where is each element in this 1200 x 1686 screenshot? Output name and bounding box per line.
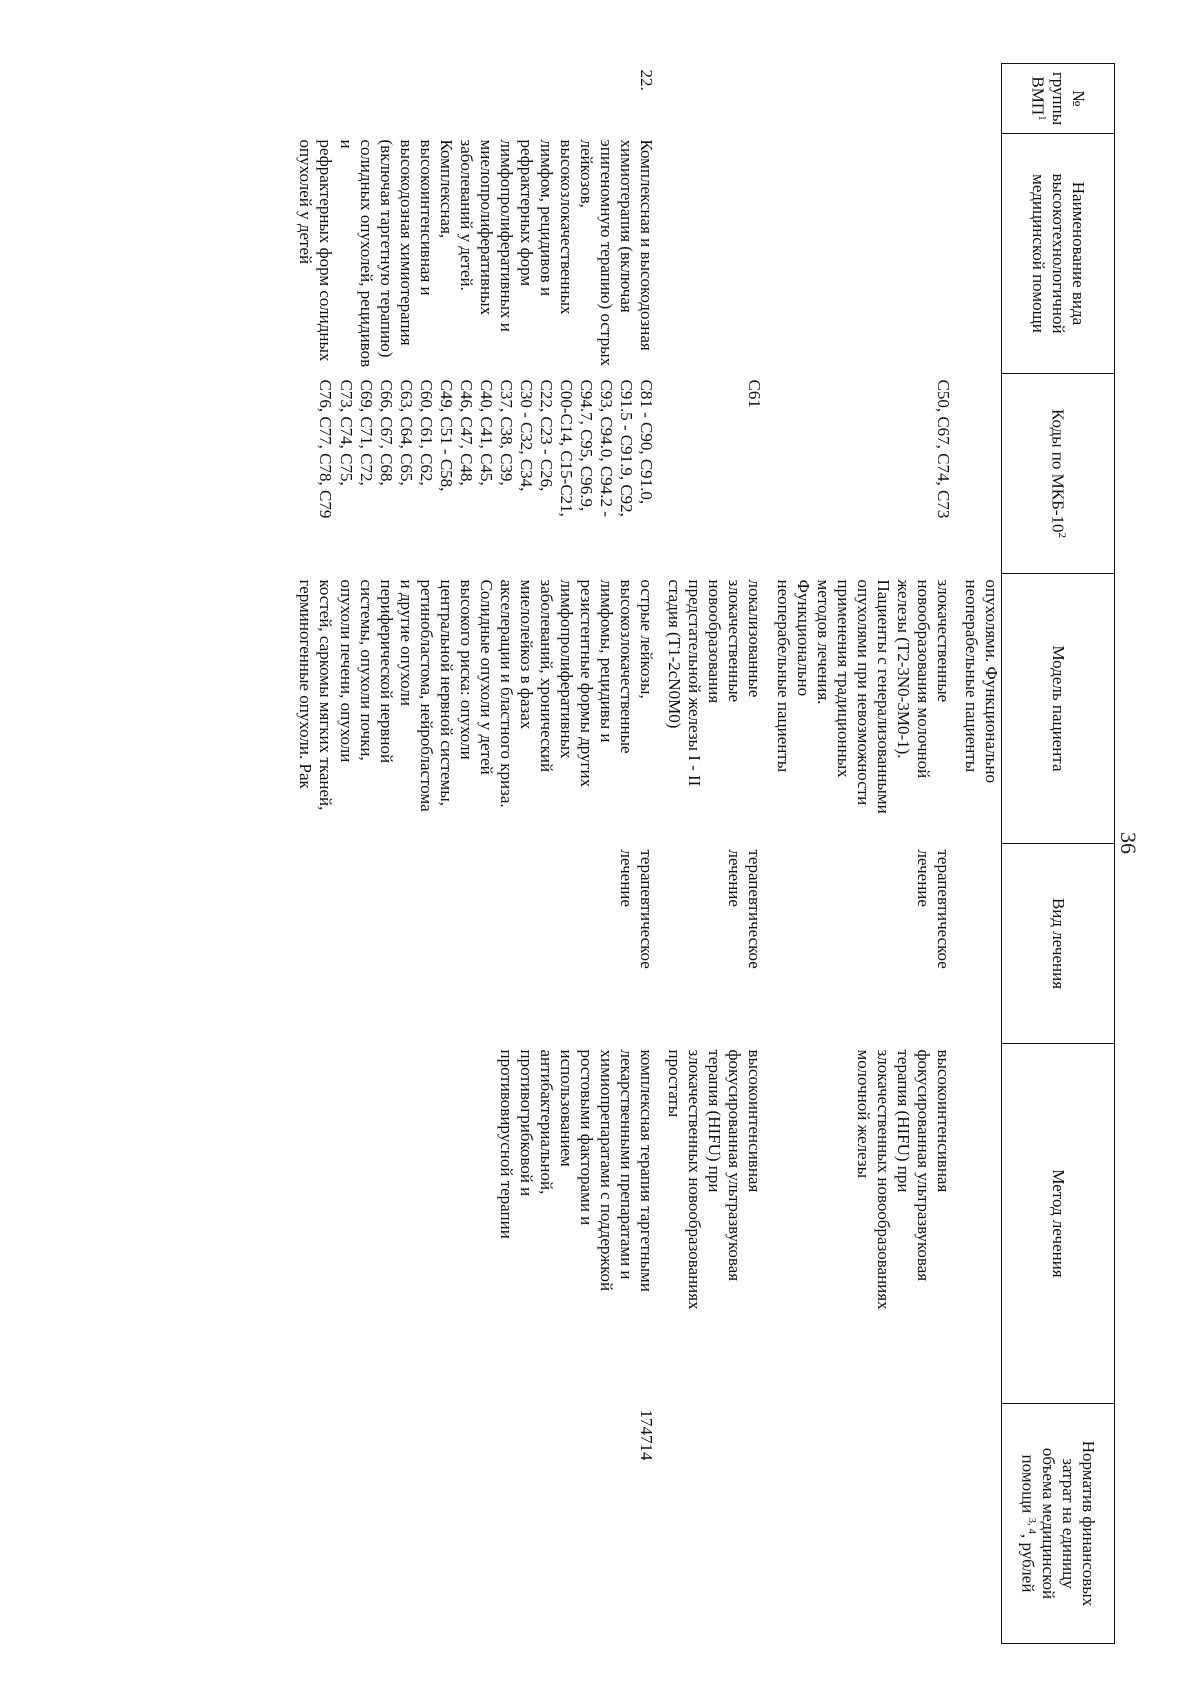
cell-text-line: лимфопролиферативных и <box>496 139 516 332</box>
cell-text-line: ретинобластома, нейробластома <box>416 579 436 812</box>
cell-text-line: химиотерапия (включая <box>617 139 637 313</box>
cell-text-line: лечение <box>725 849 745 907</box>
vmp-name-cell <box>768 134 956 374</box>
vmp-name-cell <box>291 134 660 374</box>
treatment-method-cell <box>660 1044 768 1404</box>
cell-text-line: лейкозов, <box>577 139 597 208</box>
icd-codes-cell <box>660 374 768 574</box>
cell-text-line: C81 - C90, C91.0, <box>637 379 657 505</box>
cell-text-line: фокусированная ультразвуковая <box>725 1049 745 1282</box>
cell-text-line: стадия (T1-2cN0M0) <box>665 579 685 729</box>
cell-text-line: миелопролиферативных <box>476 139 496 316</box>
cell-text-line: злокачественных новообразованиях <box>873 1049 893 1310</box>
cell-text-line: терапевтическое <box>933 849 953 969</box>
table-row <box>660 64 768 1644</box>
cell-text-line: высокоинтенсивная и <box>416 139 436 296</box>
cell-text-line: опухолями при невозможности <box>853 579 873 806</box>
cell-text-line: эпигеномную терапию) острых <box>597 139 617 366</box>
cost-standard-cell: 174714 <box>637 1409 657 1461</box>
cell-text-line: C37, C38, C39, <box>496 379 516 486</box>
cell-text-line: рефрактерных форм <box>516 139 536 287</box>
header-row <box>1002 64 1115 1644</box>
cell-text-line: C76, C77, C78, C79 <box>316 379 336 519</box>
header-type: Вид лечения <box>1002 844 1115 1044</box>
cost-standard-cell <box>768 1404 956 1644</box>
cell-text-line: химиопрепаратами с поддержкой <box>597 1049 617 1292</box>
cell-text-line: новообразования молочной <box>913 579 933 779</box>
cell-text-line: заболеваний, хронический <box>537 579 557 773</box>
treatment-method-cell <box>957 1044 1002 1404</box>
vmp-name-cell <box>660 134 768 374</box>
cell-text-line: противогрибковой и <box>516 1049 536 1197</box>
group-number-cell <box>957 64 1002 134</box>
cell-text-line: костей, саркомы мягких тканей, <box>316 579 336 811</box>
cell-text-line: Солидные опухоли у детей <box>476 579 496 775</box>
icd-codes-cell <box>291 374 660 574</box>
header-name: Наименование вида высокотехнологичной медицинской помощи <box>1002 134 1115 374</box>
cell-text-line: комплексная терапия таргетными <box>637 1049 657 1292</box>
cell-text-line: C93, C94.0, C94.2 - <box>597 379 617 517</box>
cell-text-line: герминогенные опухоли. Рак <box>296 579 316 789</box>
cell-text-line: антибактериальной, <box>537 1049 557 1195</box>
cell-text-line: C60, C61, C62, <box>416 379 436 486</box>
cell-text-line: акселерации и бластного криза. <box>496 579 516 808</box>
cell-text-line: лимфомы, рецидивы и <box>597 579 617 743</box>
cell-text-line: C22, C23 - C26, <box>537 379 557 492</box>
cell-text-line: Функционально <box>793 579 813 697</box>
treatment-type-cell <box>291 844 660 1044</box>
group-number-cell: 22. <box>637 69 657 91</box>
table-body <box>291 64 1001 1644</box>
patient-model-cell <box>291 574 660 844</box>
cell-text-line: и другие опухоли <box>396 579 416 706</box>
cell-text-line: высокозлокачественных <box>557 139 577 315</box>
cost-standard-cell <box>957 1404 1002 1644</box>
vmp-table <box>291 63 1115 1644</box>
cell-text-line: Комплексная, <box>436 139 456 239</box>
cell-text-line: терапевтическое <box>637 849 657 969</box>
header-method: Метод лечения <box>1002 1044 1115 1404</box>
cell-text-line: локализованные <box>745 579 765 698</box>
cell-text-line: миелолейкоз в фазах <box>516 579 536 730</box>
cell-text-line: высокозлокачественные <box>617 579 637 754</box>
cell-text-line: C73, C74, C75, <box>336 379 356 486</box>
cell-text-line: периферической нервной <box>376 579 396 764</box>
cell-text-line: рефрактерных форм солидных <box>316 139 336 362</box>
cell-text-line: лимфопролиферативных <box>557 579 577 759</box>
table-row <box>957 64 1002 1644</box>
cell-text-line: высокого риска: опухоли <box>456 579 476 760</box>
cell-text-line: фокусированная ультразвуковая <box>913 1049 933 1282</box>
cell-text-line: C49, C51 - C58, <box>436 379 456 492</box>
cell-text-line: высокодозная химиотерапия <box>396 139 416 346</box>
cell-text-line: C30 - C32, C34, <box>516 379 536 492</box>
patient-model-cell <box>768 574 956 844</box>
cell-text-line: C61 <box>745 379 765 408</box>
cell-text-line: неоперабельные пациенты <box>961 579 981 773</box>
patient-model-cell <box>957 574 1002 844</box>
cell-text-line: C66, C67, C68, <box>376 379 396 486</box>
cell-text-line: острые лейкозы, <box>637 579 657 699</box>
cell-text-line: противовирусной терапии <box>496 1049 516 1239</box>
cell-text-line: новообразования <box>705 579 725 704</box>
cell-text-line: злокачественных новообразованиях <box>685 1049 705 1310</box>
cell-text-line: C00-C14, C15-C21, <box>557 379 577 517</box>
cell-text-line: неоперабельные пациенты <box>773 579 793 773</box>
cell-text-line: использованием <box>557 1049 577 1167</box>
cell-text-line: методов лечения. <box>813 579 833 705</box>
cell-text-line: C40, C41, C45, <box>476 379 496 486</box>
cell-text-line: C69, C71, C72, <box>356 379 376 486</box>
patient-model-cell <box>660 574 768 844</box>
cell-text-line: лечение <box>617 849 637 907</box>
cell-text-line: простаты <box>665 1049 685 1118</box>
cell-text-line: применения традиционных <box>833 579 853 778</box>
cell-text-line: ростовыми факторами и <box>577 1049 597 1226</box>
cell-text-line: C50, C67, C74, C73 <box>933 379 953 519</box>
cell-text-line: терапия (HIFU) при <box>705 1049 725 1193</box>
cell-text-line: опухолей у детей <box>296 139 316 265</box>
cell-text-line: высокоинтенсивная <box>745 1049 765 1193</box>
cell-text-line: предстательной железы I - II <box>685 579 705 787</box>
table-row <box>768 64 956 1644</box>
header-codes: Коды по МКБ-$10^2$ <box>1002 374 1115 574</box>
cell-text-line: Комплексная и высокодозная <box>637 139 657 351</box>
cost-standard-cell <box>660 1404 768 1644</box>
cell-text-line: (включая таргетную терапию) <box>376 139 396 358</box>
treatment-method-cell <box>291 1044 660 1404</box>
cell-text-line: C94.7, C95, C96.9, <box>577 379 597 512</box>
rotated-sheet <box>85 63 1115 1643</box>
header-model: Модель пациента <box>1002 574 1115 844</box>
cell-text-line: железы (T2-3N0-3M0-1). <box>893 579 913 759</box>
cell-text-line: Пациенты с генерализованными <box>873 579 893 814</box>
cell-text-line: резистентные формы других <box>577 579 597 788</box>
group-number-cell <box>660 64 768 134</box>
cell-text-line: злокачественные <box>725 579 745 703</box>
cell-text-line: солидных опухолей, рецидивов и <box>336 139 376 368</box>
treatment-method-cell <box>768 1044 956 1404</box>
cell-text-line: центральной нервной системы, <box>436 579 456 806</box>
cell-text-line: терапия (HIFU) при <box>893 1049 913 1193</box>
treatment-type-cell <box>660 844 768 1044</box>
cell-text-line: опухоли печени, опухоли <box>336 579 356 763</box>
header-cost: Норматив финансовых затрат на единицу объема медицинской помощи $^{3, 4}$, рублей <box>1002 1404 1115 1644</box>
cell-text-line: молочной железы <box>853 1049 873 1179</box>
header-group-no: № группы ВМП$^1$ <box>1002 64 1115 134</box>
cell-text-line: высокоинтенсивная <box>933 1049 953 1193</box>
cell-text-line: системы, опухоли почки, <box>356 579 376 761</box>
group-number-cell <box>768 64 956 134</box>
treatment-type-cell <box>957 844 1002 1044</box>
cell-text-line: лечение <box>913 849 933 907</box>
cell-text-line: C63, C64, C65, <box>396 379 416 486</box>
cell-text-line: опухолями. Функционально <box>982 579 1001 783</box>
cell-text-line: заболеваний у детей. <box>456 139 476 291</box>
cell-text-line: лимфом, рецидивов и <box>537 139 557 297</box>
cell-text-line: C91.5 - C91.9, C92, <box>617 379 637 517</box>
cell-text-line: лекарственными препаратами и <box>617 1049 637 1280</box>
page-number: 36 <box>1116 832 1141 854</box>
icd-codes-cell <box>957 374 1002 574</box>
cell-text-line: терапевтическое <box>745 849 765 969</box>
table-row <box>291 64 660 1644</box>
cell-text-line: злокачественные <box>933 579 953 703</box>
icd-codes-cell <box>768 374 956 574</box>
treatment-type-cell <box>768 844 956 1044</box>
vmp-name-cell <box>957 134 1002 374</box>
cell-text-line: C46, C47, C48, <box>456 379 476 486</box>
